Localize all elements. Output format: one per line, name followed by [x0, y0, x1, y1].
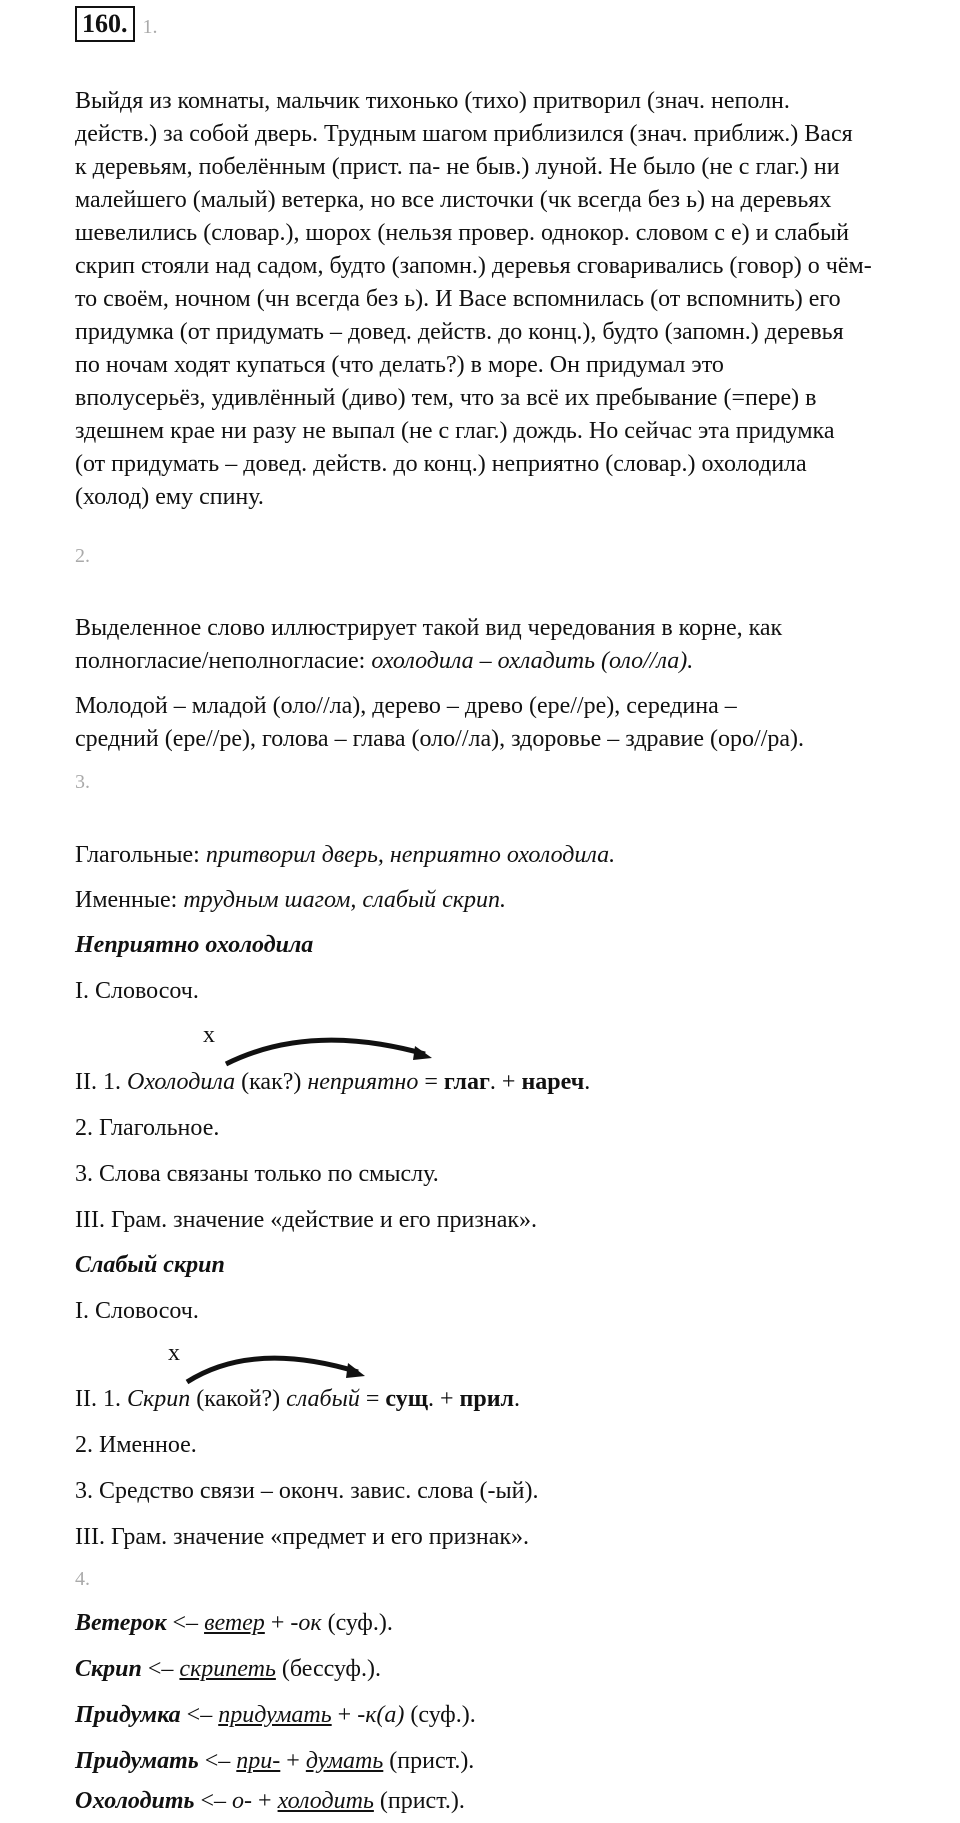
text1-line-1-text: Выйдя из комнаты, мальчик тихонько (тихо) притворил (знач. неполн.: [75, 88, 790, 114]
wordform-morpheme: думать: [305, 1748, 384, 1774]
text1-line-10: [75, 385, 816, 412]
wordform-morpheme: ок: [298, 1610, 322, 1636]
nominal-label: Именные:: [75, 887, 184, 913]
nominal-phrases: [75, 887, 506, 914]
phrase2-step5: III. Грам. значение «предмет и его признак».: [75, 1524, 530, 1550]
phrase2-s2-end: .: [514, 1386, 520, 1412]
section-number-1: 1.: [142, 16, 158, 38]
text1-line-9-text: по ночам ходят купаться (что делать?) в море. Он придумал это: [75, 352, 724, 378]
phrase2-step3: 2. Именное.: [75, 1432, 197, 1458]
wordform-base: скрипеть: [179, 1656, 276, 1682]
text1-line-4-text: малейшего (малый) ветерка, но все листочки (чк всегда без ь) на деревьях: [75, 187, 832, 213]
wordform-row-3: [75, 1702, 476, 1729]
phrase1-step1: I. Словосоч.: [75, 978, 199, 1004]
task-header: [75, 2, 158, 42]
text1-line-3-text: к деревьям, побелённым (прист. па- не быв.) луной. Не было (не с глаг.) ни: [75, 154, 840, 180]
wordform-row-2: [75, 1656, 381, 1683]
text1-line-9: [75, 352, 724, 379]
phrase2-s2-plus: . +: [427, 1386, 460, 1412]
wordform-row-4: [75, 1748, 474, 1775]
wordform-arrow: <–: [166, 1610, 205, 1636]
text1-line-7: [75, 286, 841, 313]
text1-line-6-text: скрип стояли над садом, будто (запомн.) деревья сговаривались (говор) о чём-: [75, 253, 872, 279]
wordform-arrow: <–: [141, 1656, 180, 1682]
phrase2-mark: x: [168, 1340, 180, 1366]
text2-line-3: Молодой – младой (оло//ла), дерево – древо (ере//ре), середина –: [75, 693, 737, 719]
phrase1-s2-prefix: II. 1.: [75, 1069, 127, 1095]
text1-line-2-text: действ.) за собой дверь. Трудным шагом приблизился (знач. приближ.) Вася: [75, 121, 853, 147]
wordform-base: придумать: [218, 1702, 332, 1728]
phrase1-s2-dependent: неприятно: [307, 1069, 419, 1095]
verbal-phrases: [75, 842, 615, 869]
wordform-morpheme: к(а): [365, 1702, 405, 1728]
text1-line-7-text: то своём, ночном (чн всегда без ь). И Васе вспомнилась (от вспомнить) его: [75, 286, 841, 312]
wordform-arrow: <–: [194, 1788, 233, 1814]
text2-line-2: [75, 648, 693, 675]
phrase1-s2-main: Охолодила: [126, 1069, 236, 1095]
wordform-note: (суф.).: [404, 1702, 476, 1728]
section-number-3: 3.: [75, 771, 90, 793]
wordform-base: о-: [232, 1788, 253, 1814]
phrase2-link-arrow: [183, 1346, 373, 1388]
text1-line-4: [75, 187, 831, 214]
wordform-base: ветер: [204, 1610, 265, 1636]
text1-line-2: [75, 121, 853, 148]
phrase2-step1: I. Словосоч.: [75, 1298, 199, 1324]
wordform-word: Охолодить: [75, 1788, 195, 1814]
phrase2-title: Слабый скрип: [75, 1252, 225, 1278]
phrase2-s2-dependent: слабый: [286, 1386, 360, 1412]
text2-line-2-plain: полногласие/неполногласие:: [75, 648, 372, 674]
phrase1-link-arrow: [220, 1028, 440, 1070]
wordform-arrow: <–: [180, 1702, 219, 1728]
text1-line-8: [75, 319, 844, 346]
text1-line-13: [75, 484, 264, 511]
phrase1-s2-end: .: [584, 1069, 591, 1095]
section-number-2: 2.: [75, 545, 90, 567]
section-number-4: 4.: [75, 1568, 90, 1590]
phrase1-s2-question: (как?): [235, 1069, 308, 1095]
text1-line-11: [75, 418, 834, 445]
text1-line-13-text: (холод) ему спину.: [75, 484, 264, 510]
task-number: 160.: [75, 6, 135, 42]
wordform-note: (прист.).: [373, 1788, 465, 1814]
phrase1-step3: 2. Глагольное.: [75, 1115, 220, 1141]
phrase2-s2-dep-pos: прил: [459, 1386, 514, 1412]
text1-line-5-text: шевелились (словар.), шорох (нельзя провер. однокор. словом с е) и слабый: [75, 220, 849, 246]
text1-line-5: [75, 220, 849, 247]
phrase2-step2: [75, 1386, 520, 1413]
text1-line-6: [75, 253, 872, 280]
text1-line-12-text: (от придумать – довед. действ. до конц.) неприятно (словар.) охолодила: [75, 451, 807, 477]
wordform-word: Ветерок: [75, 1610, 167, 1636]
phrase2-s2-main: Скрип: [126, 1386, 191, 1412]
text2-line-4: средний (ере//ре), голова – глава (оло//ла), здоровье – здравие (оро//ра).: [75, 726, 805, 752]
wordform-note: (суф.).: [321, 1610, 393, 1636]
phrase1-s2-eq: =: [418, 1069, 444, 1095]
text1-line-8-text: придумка (от придумать – довед. действ. до конц.), будто (запомн.) деревья: [75, 319, 844, 345]
nominal-value: трудным шагом, слабый скрип.: [183, 887, 507, 913]
phrase1-s2-dep-pos: нареч: [521, 1069, 585, 1095]
wordform-plus: + -: [331, 1702, 366, 1728]
phrase1-s2-plus: . +: [489, 1069, 522, 1095]
phrase1-step5: III. Грам. значение «действие и его признак».: [75, 1207, 537, 1233]
phrase2-s2-question: (какой?): [190, 1386, 287, 1412]
phrase1-step4: 3. Слова связаны только по смыслу.: [75, 1161, 439, 1187]
verbal-label: Глагольные:: [75, 842, 206, 868]
wordform-morpheme: холодить: [277, 1788, 374, 1814]
wordform-plus: + -: [264, 1610, 299, 1636]
text1-line-11-text: здешнем крае ни разу не выпал (не с глаг.) дождь. Но сейчас эта придумка: [75, 418, 835, 444]
text1-line-1: [75, 88, 790, 115]
wordform-plus: +: [252, 1788, 278, 1814]
text1-line-12: [75, 451, 807, 478]
wordform-note: (бессуф.).: [275, 1656, 381, 1682]
text2-line-1: Выделенное слово иллюстрирует такой вид чередования в корне, как: [75, 615, 783, 641]
phrase2-step4: 3. Средство связи – оконч. завис. слова (-ый).: [75, 1478, 539, 1504]
wordform-word: Придумать: [75, 1748, 199, 1774]
phrase1-s2-main-pos: глаг: [443, 1069, 490, 1095]
phrase2-s2-main-pos: сущ: [385, 1386, 428, 1412]
phrase2-s2-prefix: II. 1.: [75, 1386, 127, 1412]
phrase2-s2-eq: =: [359, 1386, 386, 1412]
wordform-base: при-: [236, 1748, 281, 1774]
wordform-arrow: <–: [198, 1748, 237, 1774]
phrase1-mark: x: [203, 1022, 215, 1048]
wordform-row-5: [75, 1788, 465, 1815]
verbal-value: притворил дверь, неприятно охолодила.: [205, 842, 616, 868]
wordform-word: Придумка: [75, 1702, 181, 1728]
phrase1-step2: [75, 1069, 590, 1096]
wordform-row-1: [75, 1610, 393, 1637]
wordform-plus: +: [280, 1748, 306, 1774]
wordform-word: Скрип: [75, 1656, 142, 1682]
text2-line-2-example: охолодила – охладить (оло//ла).: [371, 648, 694, 674]
wordform-note: (прист.).: [383, 1748, 475, 1774]
text1-line-10-text: вполусерьёз, удивлённый (диво) тем, что за всё их пребывание (=пере) в: [75, 385, 817, 411]
text1-line-3: [75, 154, 840, 181]
phrase1-title: Неприятно охолодила: [75, 932, 314, 958]
